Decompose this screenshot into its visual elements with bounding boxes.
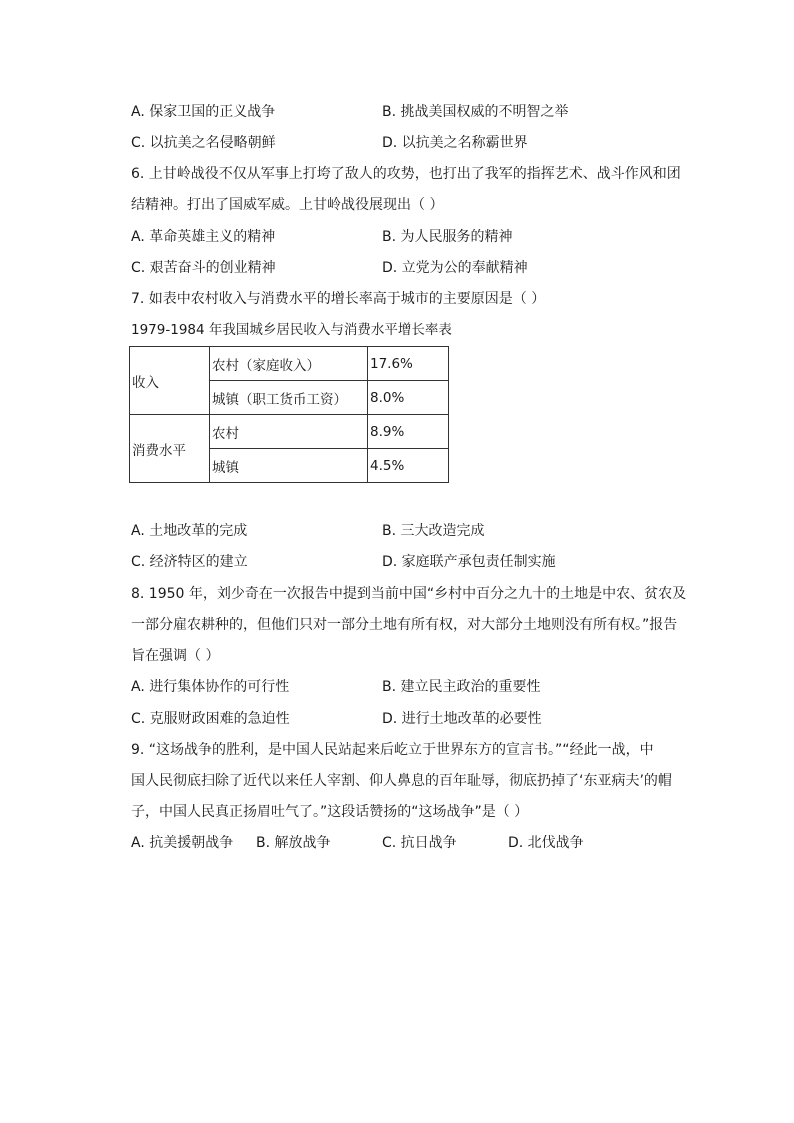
q9-option-b: B. 解放战争: [256, 835, 331, 851]
q9-stem-line-2: 国人民彻底扫除了近代以来任人宰割、仰人鼻息的百年耻辱，彻底扔掉了‘东亚病夫’的帽: [131, 773, 672, 789]
q5-option-a: A. 保家卫国的正义战争: [131, 104, 276, 120]
table-cell-sub: 农村（家庭收入）: [210, 347, 368, 381]
q5-option-c: C. 以抗美之名侵略朝鲜: [131, 135, 276, 151]
table-cell-value: 8.9%: [368, 415, 449, 449]
table-cell-value: 8.0%: [368, 381, 449, 415]
q7-option-d: D. 家庭联产承包责任制实施: [382, 554, 556, 570]
q8-stem-line-2: 一部分雇农耕种的，但他们只对一部分土地有所有权，对大部分土地则没有所有权。”报告: [131, 617, 678, 633]
q6-stem-line-2: 结精神。打出了国威军威。上甘岭战役展现出（ ）: [131, 197, 444, 213]
table-cell-sub: 农村: [210, 415, 368, 449]
q6-option-d: D. 立党为公的奉献精神: [382, 260, 528, 276]
q7-option-a: A. 土地改革的完成: [131, 523, 248, 539]
row-header-consumption: 消费水平: [130, 415, 210, 483]
q6-option-c: C. 艰苦奋斗的创业精神: [131, 260, 276, 276]
q8-option-a: A. 进行集体协作的可行性: [131, 679, 290, 695]
q6-stem-line-1: 6. 上甘岭战役不仅从军事上打垮了敌人的攻势，也打出了我军的指挥艺术、战斗作风和团: [131, 166, 681, 182]
q9-option-c: C. 抗日战争: [382, 835, 457, 851]
q5-option-b: B. 挑战美国权威的不明智之举: [382, 104, 569, 120]
q7-growth-table: [129, 346, 449, 483]
q9-stem-line-3: 子，中国人民真正扬眉吐气了。”这段话赞扬的“这场战争”是（ ）: [131, 804, 529, 820]
table-cell-sub: 城镇（职工货币工资）: [210, 381, 368, 415]
q8-option-b: B. 建立民主政治的重要性: [382, 679, 541, 695]
table-cell-value: 4.5%: [368, 449, 449, 483]
q7-option-b: B. 三大改造完成: [382, 523, 485, 539]
q9-stem-line-1: 9. “这场战争的胜利，是中国人民站起来后屹立于世界东方的宣言书。”“经此一战，中: [131, 742, 654, 758]
q8-option-c: C. 克服财政困难的急迫性: [131, 711, 290, 727]
q8-stem-line-3: 旨在强调（ ）: [131, 648, 220, 664]
table-cell-sub: 城镇: [210, 449, 368, 483]
table-cell-value: 17.6%: [368, 347, 449, 381]
table-row: [130, 415, 449, 449]
q9-option-a: A. 抗美援朝战争: [131, 835, 234, 851]
q6-option-b: B. 为人民服务的精神: [382, 229, 513, 245]
q7-option-c: C. 经济特区的建立: [131, 554, 248, 570]
q7-stem-line-1: 7. 如表中农村收入与消费水平的增长率高于城市的主要原因是（ ）: [131, 291, 546, 307]
table-row: [130, 347, 449, 381]
q8-stem-line-1: 8. 1950 年，刘少奇在一次报告中提到当前中国“乡村中百分之九十的土地是中农、贫农及: [131, 586, 687, 602]
q6-option-a: A. 革命英雄主义的精神: [131, 229, 276, 245]
q9-option-d: D. 北伐战争: [508, 835, 584, 851]
row-header-income: 收入: [130, 347, 210, 415]
q7-table-caption: 1979-1984 年我国城乡居民收入与消费水平增长率表: [131, 322, 452, 338]
q5-option-d: D. 以抗美之名称霸世界: [382, 135, 528, 151]
q8-option-d: D. 进行土地改革的必要性: [382, 711, 542, 727]
